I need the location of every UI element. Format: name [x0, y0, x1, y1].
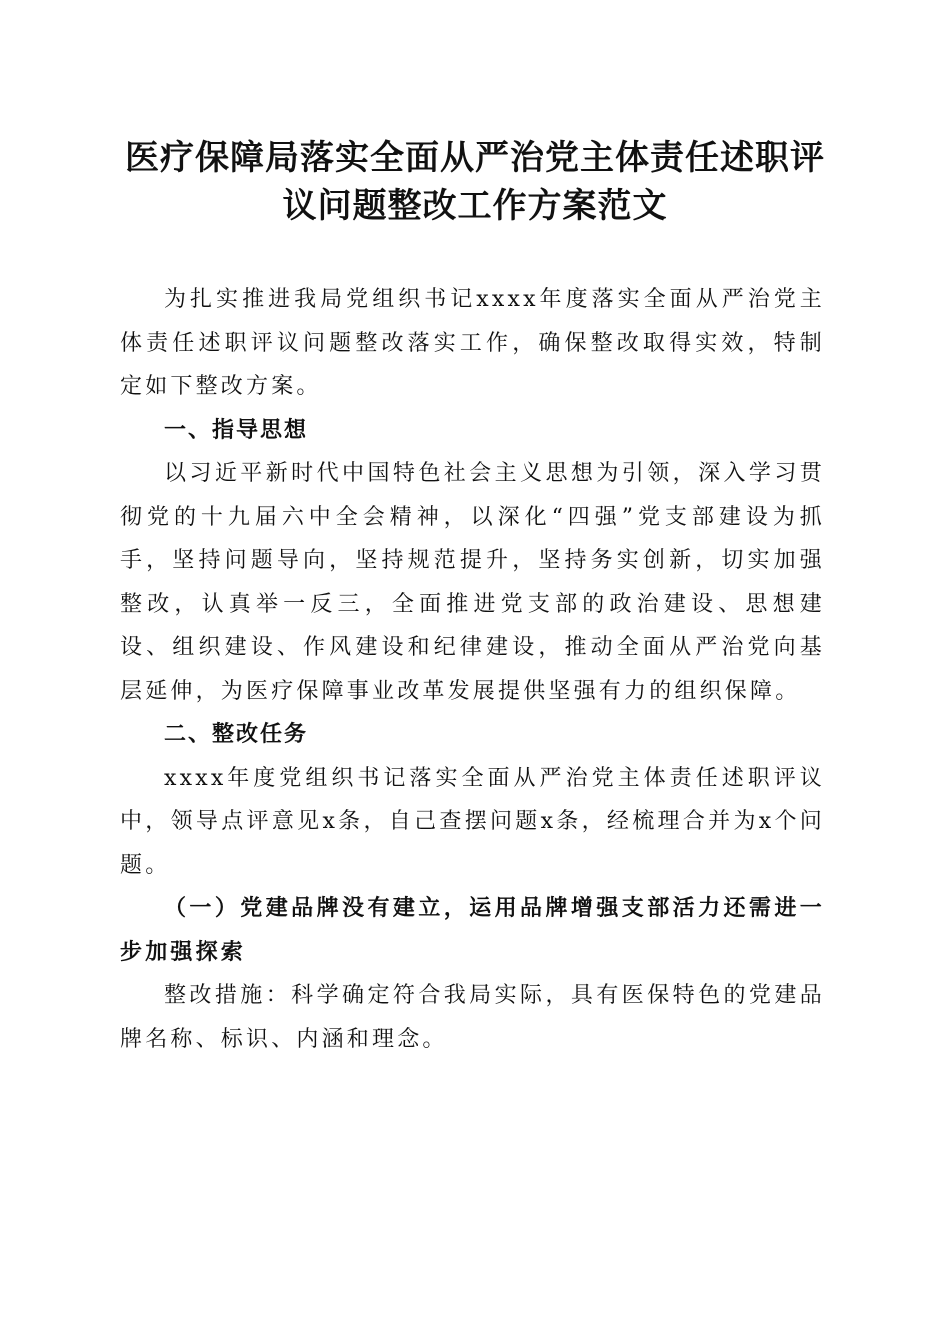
section-heading-guiding-ideology: 一、指导思想 — [164, 417, 309, 443]
subsection-heading-1: （一）党建品牌没有建立，运用品牌增强支部活力还需进一步加强探索 — [120, 895, 825, 965]
rectification-tasks-paragraph: xxxx年度党组织书记落实全面从严治党主体责任述职评议中，领导点评意见x条，自己查摆问题x条，经梳理合并为x个问题。 — [120, 765, 825, 878]
guiding-ideology-paragraph: 以习近平新时代中国特色社会主义思想为引领，深入学习贯彻党的十九届六中全会精神，以深化“四强”党支部建设为抓手，坚持问题导向，坚持规范提升，坚持务实创新，切实加强整改，认真举一反三，全面推进党支部的政治建设、思想建设、组织建设、作风建设和纪律建设，推动全面从严治党向基层延伸，为医疗保障事业改革发展提供坚强有力的组织保障。 — [120, 461, 825, 704]
document-title: 医疗保障局落实全面从严治党主体责任述职评议问题整改工作方案范文 — [125, 138, 825, 226]
section-heading-rectification-tasks: 二、整改任务 — [164, 722, 309, 747]
intro-paragraph: 为扎实推进我局党组织书记xxxx年度落实全面从严治党主体责任述职评议问题整改落实工作，确保整改取得实效，特制定如下整改方案。 — [120, 287, 825, 399]
document-body — [120, 278, 825, 1061]
rectification-measures-paragraph: 整改措施：科学确定符合我局实际，具有医保特色的党建品牌名称、标识、内涵和理念。 — [120, 983, 825, 1052]
